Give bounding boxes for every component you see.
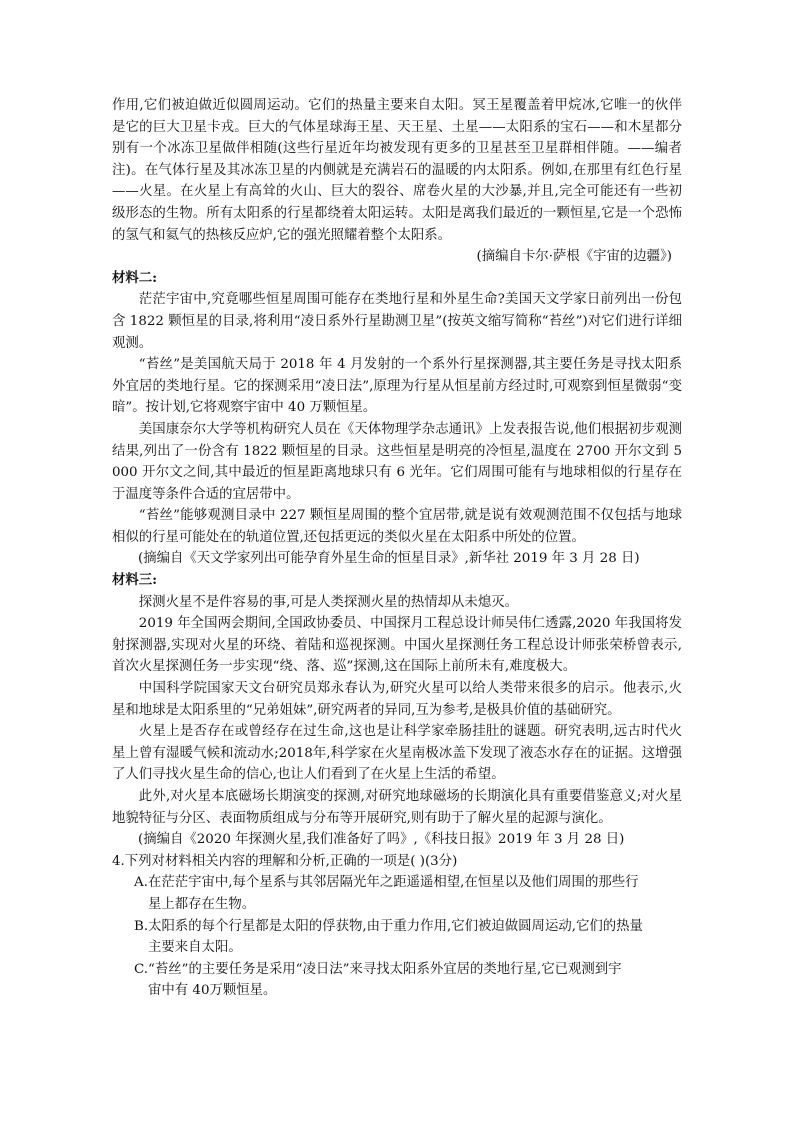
question-stem: 4.下列对材料相关内容的理解和分析,正确的一项是( )(3分) [112,853,458,869]
option-a[interactable] [134,872,682,915]
material-1-paragraph: 作用,它们被迫做近似圆周运动。它们的热量主要来自太阳。冥王星覆盖着甲烷冰,它唯一的伙伴是它的巨大卫星卡戎。巨大的气体星球海王星、天王星、土星——太阳系的宝石——和木星都分别有一个冰冻卫星做伴相随(这些行星近年均被发现有更多的卫星甚至卫星群相伴随。——编者注)。在气体行星及其冰冻卫星的内侧就是充满岩石的温暖的内太阳系。例如,在那里有红色行星——火星。在火星上有高耸的火山、巨大的裂谷、席卷火星的大沙暴,并且,完全可能还有一些初级形态的生物。所有太阳系的行星都绕着太阳运转。太阳是离我们最近的一颗恒星,它是一个恐怖的氢气和氦气的热核反应炉,它的强光照耀着整个太阳系。 [112,98,682,243]
material-1-source: (摘编自卡尔·萨根《宇宙的边疆》) [476,249,672,265]
material-2-paragraph: “苔丝”是美国航天局于 2018 年 4 月发射的一个系外行星探测器,其主要任务是寻找太阳系外宜居的类地行星。它的探测采用“凌日法”,原理为行星从恒星前方经过时,可观察到恒星微弱“变暗”。按计划,它将观察宇宙中 40 万颗恒星。 [112,357,682,416]
option-letter: B. [134,918,149,934]
option-text: 在茫茫宇宙中,每个星系与其邻居隔光年之距遥遥相望,在恒星以及他们周围的那些行 [147,875,639,891]
option-letter: A. [134,875,148,891]
option-text-continued: 主要来自太阳。 [148,940,242,956]
option-c[interactable] [134,959,682,1002]
material-2-heading: 材料二: [112,269,158,286]
material-3-heading: 材料三: [112,572,158,589]
option-text: 太阳系的每个行星都是太阳的俘获物,由于重力作用,它们被迫做圆周运动,它们的热量 [148,918,643,934]
material-3-paragraph: 2019 年全国两会期间,全国政协委员、中国探月工程总设计师吴伟仁透露,2020 年我国将发射探测器,实现对火星的环绕、着陆和巡视探测。中国火星探测任务工程总设计师张荣桥曾表示,首次火星探测任务一步实现“绕、落、巡”探测,这在国际上前所未有,难度极大。 [112,616,682,675]
exam-page [112,95,682,1002]
material-3-paragraph: 探测火星不是件容易的事,可是人类探测火星的热情却从未熄灭。 [138,594,518,610]
material-2-paragraph: 茫茫宇宙中,究竟哪些恒星周围可能存在类地行星和外星生命?美国天文学家日前列出一份包含 1822 颗恒星的目录,将利用“凌日系外行星勘测卫星”(按英文缩写简称“苔丝”)对它们进行详细观测。 [112,292,682,351]
option-text-continued: 星上都存在生物。 [148,896,256,912]
option-b[interactable] [134,916,682,959]
material-3-paragraph: 火星上是否存在或曾经存在过生命,这也是让科学家牵肠挂肚的谜题。研究表明,远古时代火星上曾有湿暖气候和流动水;2018年,科学家在火星南极冰盖下发现了液态水存在的证据。这增强了人们寻找火星生命的信心,也让人们看到了在火星上生活的希望。 [112,724,682,783]
option-letter: C. [134,961,149,977]
material-2-paragraph: “苔丝”能够观测目录中 227 颗恒星周围的整个宜居带,就是说有效观测范围不仅包括与地球相似的行星可能处在的轨道位置,还包括更远的类似火星在太阳系中所处的位置。 [112,508,682,545]
option-text: “苔丝”的主要任务是采用“凌日法”来寻找太阳系外宜居的类地行星,它已观测到宇 [148,961,622,977]
material-2-paragraph: 美国康奈尔大学等机构研究人员在《天体物理学杂志通讯》上发表报告说,他们根据初步观测结果,列出了一份含有 1822 颗恒星的目录。这些恒星是明亮的冷恒星,温度在 2700 开尔文到 5 000 开尔文之间,其中最近的恒星距离地球只有 6 光年。它们周围可能有与地球相似的行星存在于温度等条件合适的宜居带中。 [112,421,682,502]
material-3-paragraph: 中国科学院国家天文台研究员郑永春认为,研究火星可以给人类带来很多的启示。他表示,火星和地球是太阳系里的“兄弟姐妹”,研究两者的异同,互为参考,是极具价值的基础研究。 [112,681,682,718]
material-2-source: (摘编自《天文学家列出可能孕育外星生命的恒星目录》,新华社 2019 年 3 月 28 日) [138,551,640,567]
option-text-continued: 宙中有 40万颗恒星。 [148,983,277,999]
material-3-source: (摘编自《2020 年探测火星,我们准备好了吗》,《科技日报》2019 年 3 月 28 日) [138,832,625,848]
material-3-paragraph: 此外,对火星本底磁场长期演变的探测,对研究地球磁场的长期演化具有重要借鉴意义;对火星地貌特征与分区、表面物质组成与分布等开展研究,则有助于了解火星的起源与演化。 [112,789,682,826]
